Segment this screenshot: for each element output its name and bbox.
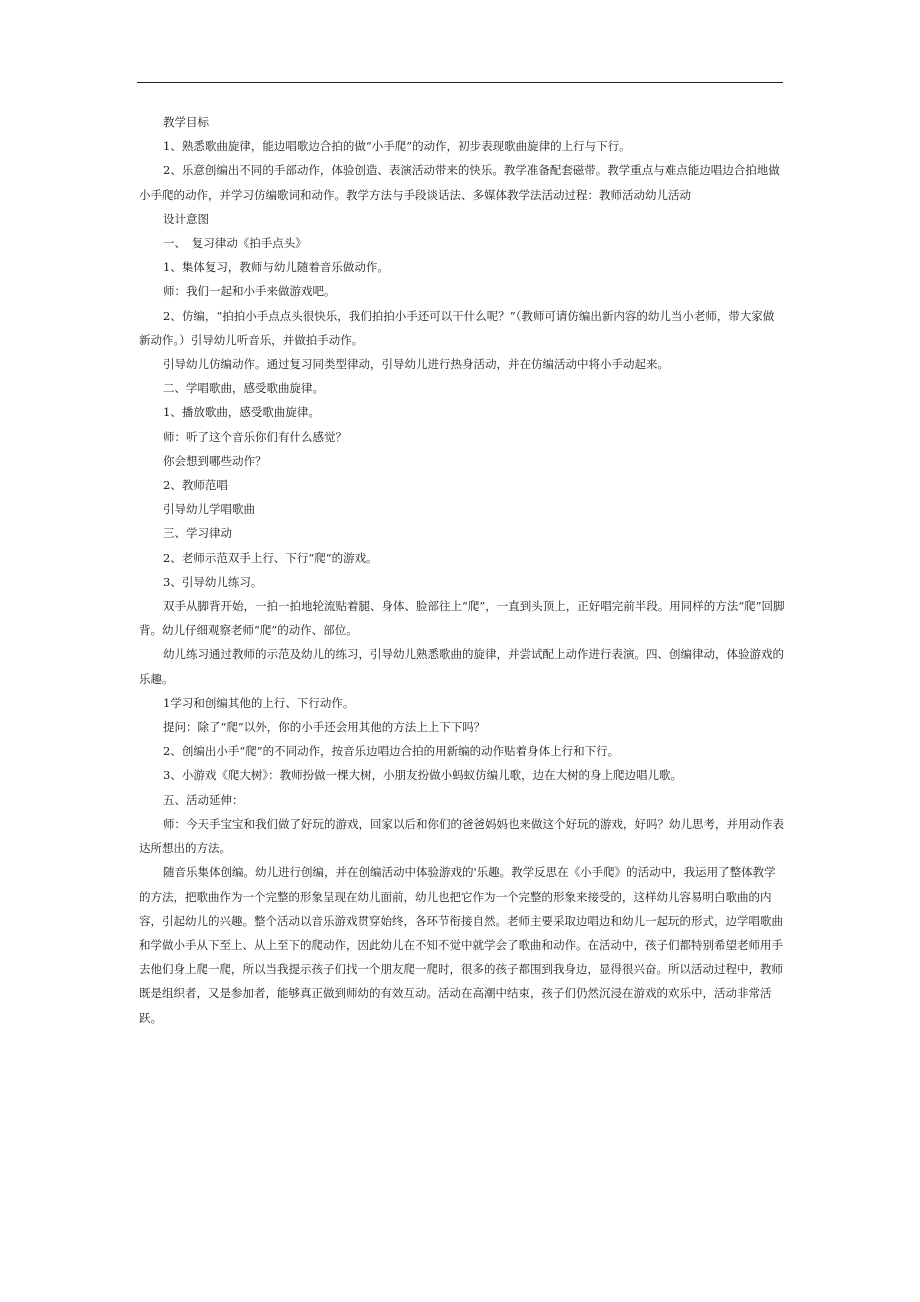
- intent-paragraph-1: 引导幼儿仿编动作。通过复习同类型律动，引导幼儿进行热身活动，并在仿编活动中将小手动起来。: [163, 357, 669, 372]
- teacher-question: 师：听了这个音乐你们有什么感觉？: [163, 429, 347, 444]
- step-play-song: 1、播放歌曲，感受歌曲旋律。: [163, 405, 320, 420]
- section-1-heading: 一、 复习律动《拍手点头》: [163, 236, 307, 251]
- section-2-heading: 二、学唱歌曲，感受歌曲旋律。: [163, 381, 324, 396]
- climb-description: 双手从脚背开始，一拍一拍地轮流贴着腿、身体、脸部往上“爬”，一直到头顶上，正好唱完前半段。用同样的方法“爬”回脚背。幼儿仔细观察老师“爬”的动作、部位。: [139, 599, 785, 638]
- section-5-heading: 五、活动延伸：: [163, 792, 244, 807]
- header-rule: [137, 82, 783, 83]
- step-demo-climb: 2、老师示范双手上行、下行“爬”的游戏。: [163, 550, 378, 565]
- design-intent-label: 设计意图: [163, 211, 209, 226]
- step-practice: 3、引导幼儿练习。: [163, 574, 263, 589]
- step-teacher-sing: 2、教师范唱: [163, 478, 228, 493]
- reflection-paragraph: 随音乐集体创编。幼儿进行创编，并在创编活动中体验游戏的'乐趣。教学反思在《小手爬》的活动中，我运用了整体教学的方法，把歌曲作为一个完整的形象呈现在幼儿面前，幼儿也把它作为一个完整的形象来接受的，这样幼儿容易明白歌曲的内容，引起幼儿的兴趣。整个活动以音乐游戏贯穿始终，各环节衔接自然。老师主要采取边唱边和幼儿一起玩的形式，边学唱歌曲和学做小手从下至上、从上至下的爬动作，因此幼儿在不知不觉中就学会了歌曲和动作。在活动中，孩子们都特别希望老师用手去他们身上爬一爬，所以当我提示孩子们找一个朋友爬一爬时，很多的孩子都围到我身边，显得很兴奋。所以活动过程中，教师既是组织者，又是参加者，能够真正做到师幼的有效互动。活动在高潮中结束，孩子们仍然沉浸在游戏的欢乐中，活动非常活跃。: [139, 865, 783, 1025]
- step-1-review: 1、集体复习，教师与幼儿随着音乐做动作。: [163, 260, 389, 275]
- goal-1: 1、熟悉歌曲旋律，能边唱歌边合拍的做“小手爬”的动作，初步表现歌曲旋律的上行与下行。: [163, 139, 631, 154]
- question-actions: 你会想到哪些动作？: [163, 453, 267, 468]
- guide-learn-song: 引导幼儿学唱歌曲: [163, 502, 255, 517]
- step-2-imitate: 2、仿编，“拍拍小手点点头很快乐，我们拍拍小手还可以干什么呢？”（教师可请仿编出新内容的幼儿当小老师，带大家做新动作。）引导幼儿听音乐，并做拍手动作。: [139, 308, 775, 347]
- goal-2-preparation: 2、乐意创编出不同的手部动作，体验创造、表演活动带来的快乐。教学准备配套磁带。教学重点与难点能边唱边合拍地做小手爬的动作，并学习仿编歌词和动作。教学方法与手段谈话法、多媒体教学法活动过程：教师活动幼儿活动: [139, 163, 780, 202]
- step-create-moves: 1学习和创编其他的上行、下行动作。: [163, 695, 355, 710]
- prompt-question: 提问：除了“爬”以外，你的小手还会用其他的方法上上下下吗？: [163, 720, 486, 735]
- step-mini-game: 3、小游戏《爬大树》：教师扮做一棵大树，小朋友扮做小蚂蚁仿编儿歌，边在大树的身上爬边唱儿歌。: [163, 768, 683, 783]
- extension-paragraph: 师：今天手宝宝和我们做了好玩的游戏，回家以后和你们的爸爸妈妈也来做这个好玩的游戏，好吗？幼儿思考，并用动作表达所想出的方法。: [139, 816, 784, 856]
- practice-intent: 幼儿练习通过教师的示范及幼儿的练习，引导幼儿熟悉歌曲的旋律，并尝试配上动作进行表演。四、创编律动，体验游戏的乐趣。: [139, 647, 784, 686]
- step-create-climb: 2、创编出小手“爬”的不同动作，按音乐边唱边合拍的用新编的动作贴着身体上行和下行。: [163, 744, 620, 759]
- section-3-heading: 三、学习律动: [163, 526, 232, 541]
- heading-teaching-goals: 教学目标: [163, 115, 209, 129]
- teacher-line-1: 师：我们一起和小手来做游戏吧。: [163, 284, 336, 299]
- document-body: [139, 110, 785, 1030]
